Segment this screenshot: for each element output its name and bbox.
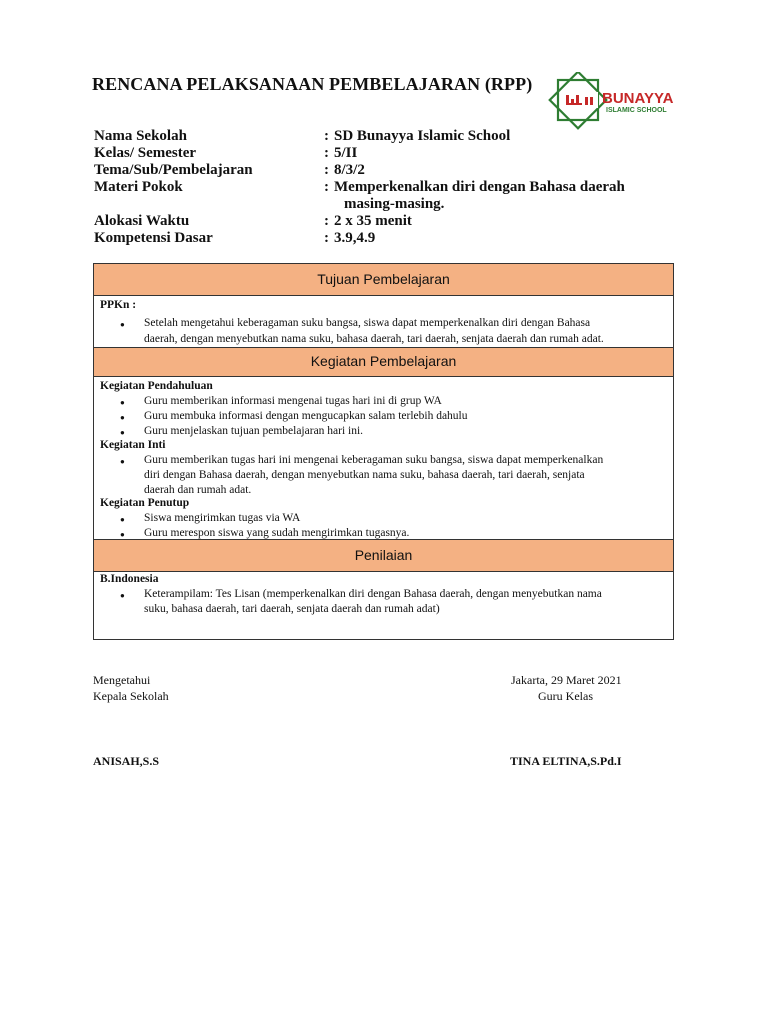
pendahuluan-item-text: Guru menjelaskan tujuan pembelajaran hari ini. <box>144 425 364 437</box>
kegiatan-heading: Kegiatan Pembelajaran <box>94 347 673 377</box>
sig-left-line1: Mengetahui <box>93 673 151 687</box>
penutup-item-text: Siswa mengirimkan tugas via WA <box>144 512 301 524</box>
info-separator: : <box>324 179 329 195</box>
info-separator: : <box>324 213 329 229</box>
info-value: 8/3/2 <box>334 162 365 178</box>
inti-text-line2: diri dengan Bahasa daerah, dengan menyebutkan nama suku, bahasa daerah, tari daerah, senjata <box>144 469 585 481</box>
info-separator: : <box>324 230 329 246</box>
info-label: Alokasi Waktu <box>94 213 190 229</box>
tujuan-heading: Tujuan Pembelajaran <box>94 263 673 296</box>
logo-name: BUNAYYA <box>602 90 674 107</box>
pendahuluan-item-text: Guru membuka informasi dengan mengucapkan salam terlebih dahulu <box>144 410 468 422</box>
sig-right-line1: Jakarta, 29 Maret 2021 <box>511 673 622 687</box>
bullet-icon: ● <box>120 428 125 437</box>
bullet-icon: ● <box>120 530 125 539</box>
bullet-icon: ● <box>120 515 125 524</box>
info-label: Kelas/ Semester <box>94 145 197 161</box>
pendahuluan-label: Kegiatan Pendahuluan <box>100 380 213 392</box>
penilaian-text-line2: suku, bahasa daerah, tari daerah, senjata daerah dan rumah adat) <box>144 603 440 615</box>
sig-right-name: TINA ELTINA,S.Pd.I <box>510 754 622 768</box>
inti-label: Kegiatan Inti <box>100 439 166 451</box>
tujuan-subject: PPKn : <box>100 299 137 311</box>
info-value: 3.9,4.9 <box>334 230 376 246</box>
info-separator: : <box>324 162 329 178</box>
info-value: 2 x 35 menit <box>334 213 412 229</box>
logo-subtitle: ISLAMIC SCHOOL <box>606 107 667 114</box>
tujuan-text-line1: Setelah mengetahui keberagaman suku bangsa, siswa dapat memperkenalkan diri dengan Bahasa <box>144 317 591 329</box>
info-label: Tema/Sub/Pembelajaran <box>94 162 253 178</box>
penutup-label: Kegiatan Penutup <box>100 497 190 509</box>
sig-right-line2: Guru Kelas <box>538 689 593 703</box>
bullet-icon: ● <box>120 591 125 600</box>
document-title: RENCANA PELAKSANAAN PEMBELAJARAN (RPP) <box>92 74 533 94</box>
inti-text-line3: daerah dan rumah adat. <box>144 484 252 496</box>
penilaian-text-line1: Keterampilam: Tes Lisan (memperkenalkan diri dengan Bahasa daerah, dengan menyebutkan nama <box>144 588 602 600</box>
sig-left-line2: Kepala Sekolah <box>93 689 169 703</box>
tujuan-text-line2: daerah, dengan menyebutkan nama suku, bahasa daerah, tari daerah, senjata daerah dan rumah adat. <box>144 333 604 345</box>
info-value-continued: masing-masing. <box>344 196 445 212</box>
info-separator: : <box>324 128 329 144</box>
info-value: SD Bunayya Islamic School <box>334 128 511 144</box>
bullet-icon: ● <box>120 457 125 466</box>
sig-left-name: ANISAH,S.S <box>93 754 160 768</box>
penutup-item-text: Guru merespon siswa yang sudah mengirimkan tugasnya. <box>144 527 410 539</box>
bullet-icon: ● <box>120 320 125 329</box>
lesson-plan-table <box>93 263 674 640</box>
bullet-icon: ● <box>120 398 125 407</box>
info-label: Materi Pokok <box>94 179 183 195</box>
info-value: Memperkenalkan diri dengan Bahasa daerah <box>334 179 625 195</box>
bunayya-logo-icon <box>548 72 686 134</box>
info-label: Kompetensi Dasar <box>94 230 213 246</box>
inti-text-line1: Guru memberikan tugas hari ini mengenai keberagaman suku bangsa, siswa dapat memperkenalkan <box>144 454 604 466</box>
info-label: Nama Sekolah <box>94 128 187 144</box>
school-logo <box>548 72 686 134</box>
info-value: 5/II <box>334 145 358 161</box>
penilaian-heading: Penilaian <box>94 539 673 572</box>
penilaian-subject: B.Indonesia <box>100 573 159 585</box>
pendahuluan-item-text: Guru memberikan informasi mengenai tugas hari ini di grup WA <box>144 395 442 407</box>
info-separator: : <box>324 145 329 161</box>
bullet-icon: ● <box>120 413 125 422</box>
